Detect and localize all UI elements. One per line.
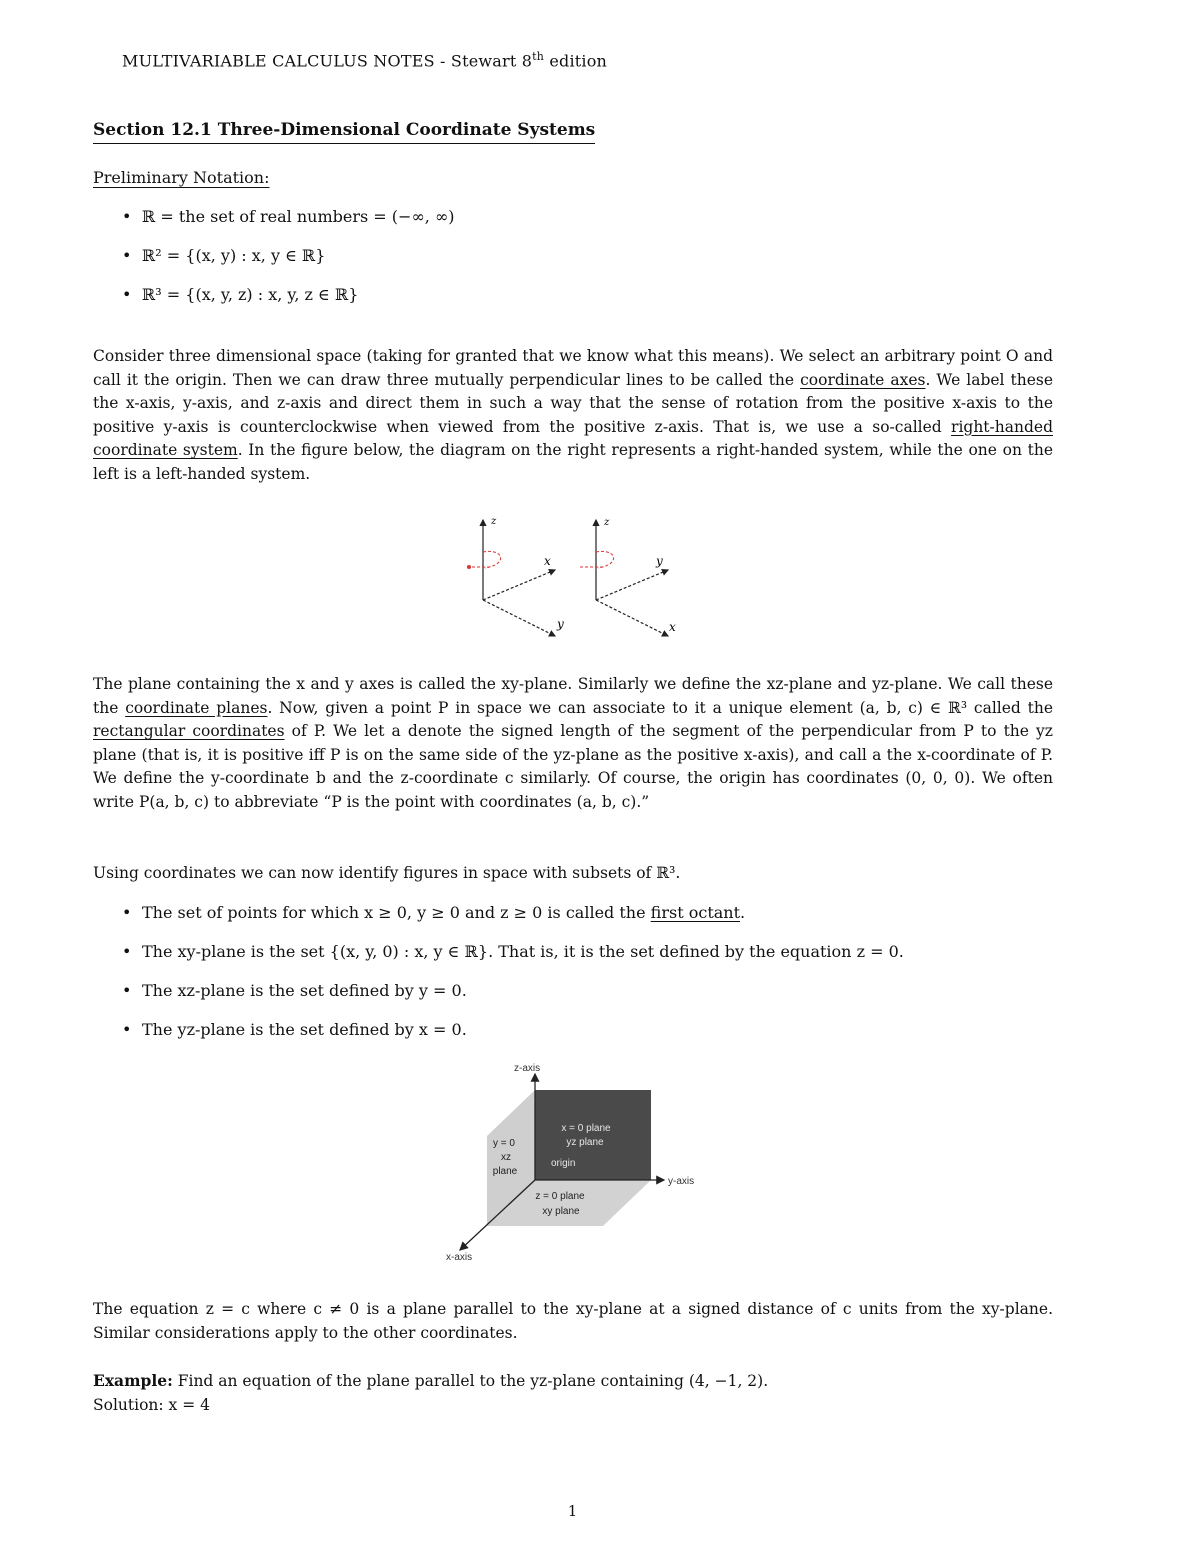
right-low-label: x	[669, 620, 676, 634]
right-mid-label: y	[656, 554, 663, 568]
handedness-figure	[455, 510, 695, 645]
fact-item: • The set of points for which x ≥ 0, y ≥ 0 and z ≥ 0 is called the first octant.	[122, 902, 1062, 941]
example-label: Example:	[93, 1371, 173, 1390]
notation-item: • ℝ² = {(x, y) : x, y ∈ ℝ}	[122, 245, 455, 284]
left-handed-diagram	[467, 516, 564, 636]
z-axis-label: z-axis	[514, 1063, 541, 1074]
xy-plane-label-2: xy plane	[542, 1206, 580, 1217]
term-coordinate-axes: coordinate axes	[800, 370, 926, 389]
xz-plane-label-2: xz	[501, 1152, 511, 1163]
example-text: Find an equation of the plane parallel to the yz-plane containing (4, −1, 2).	[172, 1372, 769, 1390]
origin-label: origin	[551, 1158, 576, 1169]
x-axis-label: x-axis	[446, 1252, 473, 1263]
term-first-octant: first octant	[650, 903, 741, 922]
left-mid-label: x	[544, 554, 551, 568]
fact-item: • The xz-plane is the set defined by y = 0.	[122, 980, 1062, 1019]
xz-plane-label-3: plane	[492, 1166, 518, 1177]
term-right-handed: right-handed coordinate system	[93, 417, 1053, 459]
section-title: Section 12.1 Three-Dimensional Coordinate Systems	[93, 120, 595, 144]
example-block	[93, 1369, 768, 1417]
xy-plane-label-1: z = 0 plane	[535, 1191, 585, 1202]
fact-item: • The yz-plane is the set defined by x = 0.	[122, 1019, 1062, 1058]
right-up-label: z	[604, 517, 610, 528]
left-low-label: y	[557, 617, 564, 631]
notation-item: • ℝ = the set of real numbers = (−∞, ∞)	[122, 206, 455, 245]
example-solution: Solution: x = 4	[93, 1395, 210, 1414]
facts-list	[122, 902, 1062, 1058]
term-coordinate-planes: coordinate planes	[125, 698, 268, 717]
example-line	[93, 1369, 768, 1394]
yz-plane-label-1: x = 0 plane	[561, 1123, 611, 1134]
y-axis-label: y-axis	[668, 1176, 695, 1187]
fact-item: • The xy-plane is the set {(x, y, 0) : x, y ∈ ℝ}. That is, it is the set defined by the equation z = 0.	[122, 941, 1062, 980]
page-number: 1	[567, 1502, 578, 1520]
header-sup: th	[532, 50, 545, 63]
term-rectangular-coordinates: rectangular coordinates	[93, 722, 285, 740]
notation-list	[122, 206, 455, 323]
prelim-label: Preliminary Notation:	[93, 168, 270, 187]
xz-plane-label-1: y = 0	[493, 1138, 515, 1149]
header-title: MULTIVARIABLE CALCULUS NOTES - Stewart 8	[122, 51, 533, 71]
paragraph-axes: Consider three dimensional space (taking for granted that we know what this means). We select an arbitrary point O and call it the origin. Then we can draw three mutually perpendicular lines to be called the coordinate axes. We label these the x-axis, y-axis, and z-axis and direct them in such a way that the sense of rotation from the positive x-axis to the positive y-axis is counterclockwise when viewed from the positive z-axis. That is, we use a so-called right-handed coordinate system. In the figure below, the diagram on the right represents a right-handed system, while the one on the left is a left-handed system.	[93, 347, 1054, 483]
right-handed-diagram	[580, 517, 676, 636]
paragraph-subsets: Using coordinates we can now identify figures in space with subsets of ℝ³.	[93, 864, 681, 882]
yz-plane-label-2: yz plane	[566, 1137, 604, 1148]
paragraph-parallel-planes: The equation z = c where c ≠ 0 is a plane parallel to the xy-plane at a signed distance of c units from the xy-plane. Similar considerations apply to the other coordinates.	[93, 1300, 1053, 1342]
page-header	[122, 50, 607, 70]
header-tail: edition	[544, 51, 608, 71]
left-up-label: z	[491, 516, 497, 527]
paragraph-coordinates: The plane containing the x and y axes is called the xy-plane. Similarly we define the xz-plane and yz-plane. We call these the coordinate planes. Now, given a point P in space we can associate to it a unique element (a, b, c) ∈ ℝ³ called the rectangular coordinates of P. We let a denote the signed length of the segment of the perpendicular from P to the yz plane (that is, it is positive iff P is on the same side of the yz-plane as the positive x-axis), and call a the x-coordinate of P. We define the y-coordinate b and the z-coordinate c similarly. Of course, the origin has coordinates (0, 0, 0). We often write P(a, b, c) to abbreviate “P is the point with coordinates (a, b, c).”	[93, 675, 1053, 811]
coordinate-planes-figure	[440, 1058, 730, 1268]
notation-item: • ℝ³ = {(x, y, z) : x, y, z ∈ ℝ}	[122, 284, 455, 323]
